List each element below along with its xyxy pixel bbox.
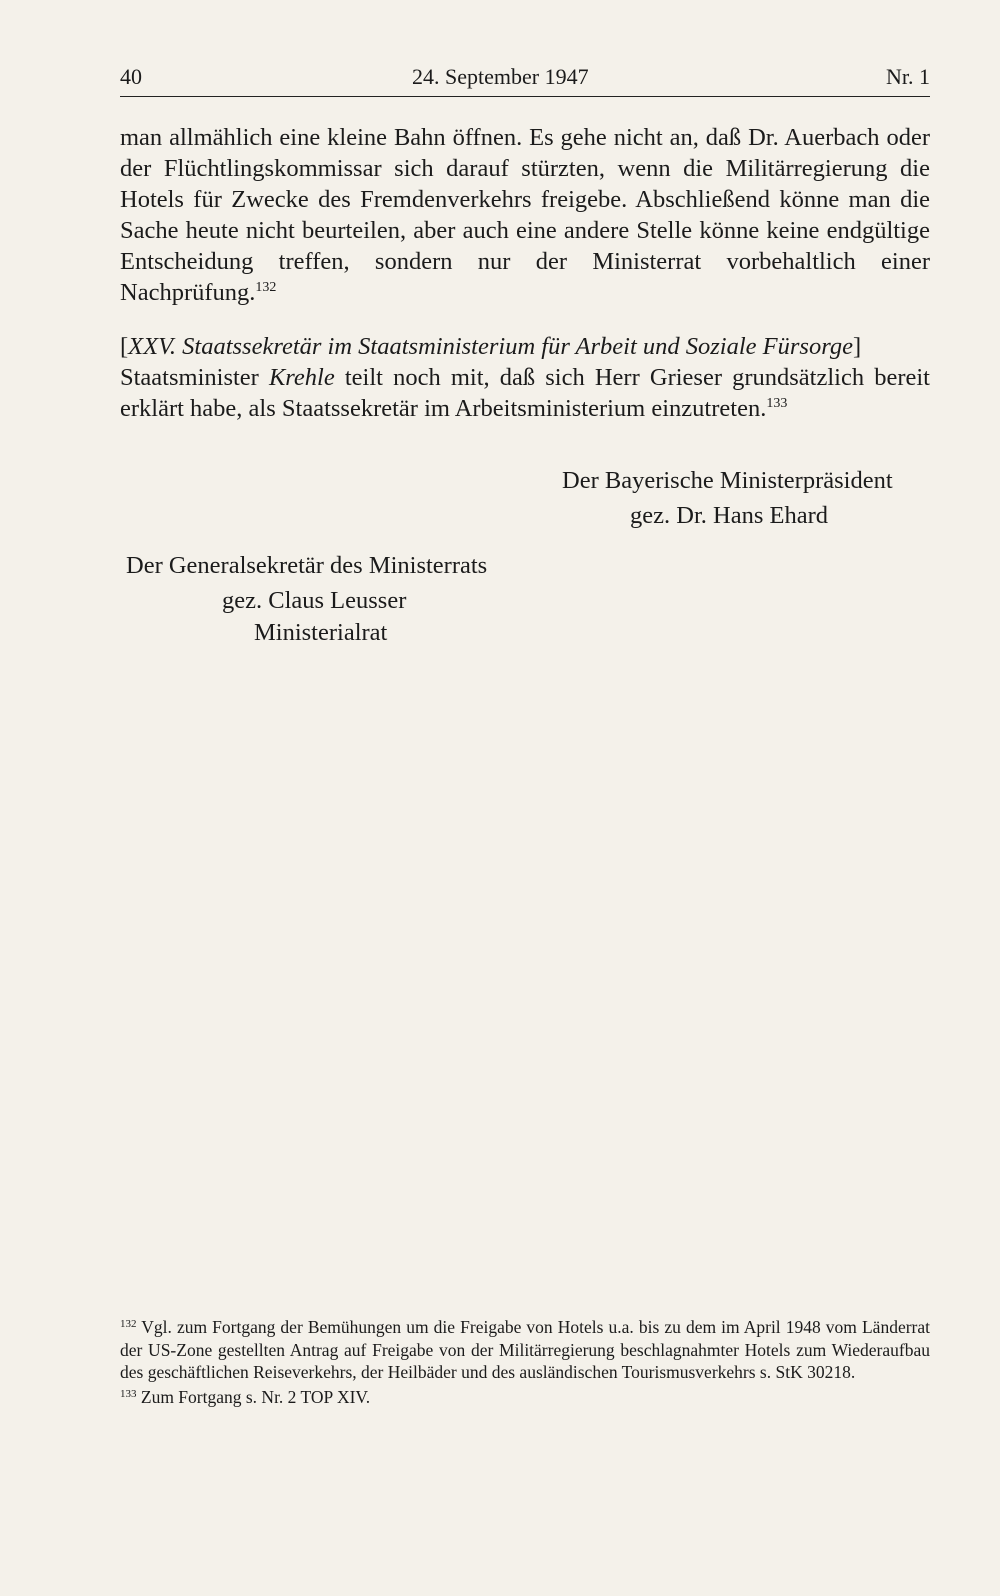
signature-right-title: Der Bayerische Ministerpräsident	[562, 467, 893, 494]
heading-bracket-close: ]	[852, 333, 862, 360]
heading-bracket-open: [	[120, 333, 129, 360]
footnote-text: Vgl. zum Fortgang der Bemühungen um die Freigabe von Hotels u.a. bis zu dem im April 1948 vom Länderrat der US-Zone gestellten Antrag auf Freigabe von der Militärregierung beschlagnahmter Hotels zum Wiederaufbau des geschäftlichen Reiseverkehrs, der Heilbäder und des ausländischen Tourismusverkehrs s. StK 30218.	[120, 1317, 931, 1382]
signature-left-name: gez. Claus Leusser	[222, 587, 407, 614]
header-date: 24. September 1947	[412, 64, 589, 89]
footnote-number: 133	[120, 1387, 137, 1400]
footnote-number: 132	[120, 1318, 137, 1330]
paragraph-2-post: teilt noch mit, daß sich Herr Grieser grundsätzlich bereit erklärt habe, als Staatssekretär im Arbeitsministerium einzutreten.	[120, 364, 930, 422]
heading-text: XXV. Staatssekretär im Staatsministerium für Arbeit und Soziale Fürsorge	[128, 333, 853, 360]
footnote-132	[120, 1316, 930, 1384]
paragraph-2-pre: Staatsminister	[120, 364, 269, 391]
footnote-ref-133: 133	[766, 396, 788, 411]
section-xxv	[120, 331, 930, 424]
signature-right-name: gez. Dr. Hans Ehard	[630, 502, 828, 529]
signature-left-title: Der Generalsekretär des Ministerrats	[126, 552, 488, 579]
page-number: 40	[120, 64, 142, 89]
footnote-ref-132: 132	[255, 280, 277, 295]
paragraph-1	[120, 122, 930, 308]
issue-number: Nr. 1	[886, 64, 930, 89]
footnote-text: Zum Fortgang s. Nr. 2 TOP XIV.	[140, 1386, 371, 1407]
section-heading	[120, 331, 930, 362]
footnote-133	[120, 1386, 930, 1409]
page-header	[120, 62, 930, 97]
minister-name: Krehle	[268, 364, 335, 391]
footnotes	[120, 1316, 930, 1408]
paragraph-1-text: man allmählich eine kleine Bahn öffnen. Es gehe nicht an, daß Dr. Auerbach oder der Flüchtlingskommissar sich darauf stürzten, wenn die Militärregierung die Hotels für Zwecke des Fremdenverkehrs freigebe. Abschließend könne man die Sache heute nicht beurteilen, aber auch eine andere Stelle könne keine endgültige Entscheidung treffen, sondern nur der Ministerrat vorbehaltlich einer Nachprüfung.	[120, 124, 930, 306]
signature-left-rank: Ministerialrat	[254, 619, 388, 646]
